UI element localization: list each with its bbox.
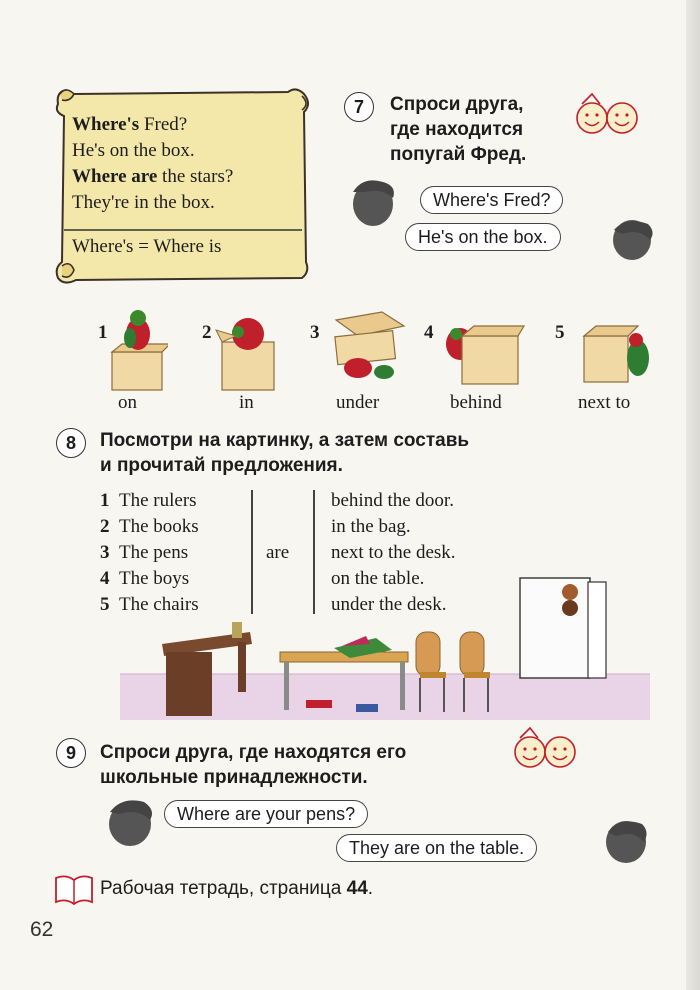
instruction-line: попугай Фред. [390, 144, 527, 165]
exercise-8-instruction [100, 428, 469, 478]
preposition-number: 4 [424, 322, 434, 343]
exercise-7-answer-bubble: He's on the box. [405, 223, 561, 251]
speaker-silhouette-icon [604, 214, 660, 264]
instruction-line: Спроси друга, где находятся его [100, 742, 407, 763]
parrot-under-box-picture [322, 306, 408, 386]
grammar-rule: Where's = Where is [72, 236, 222, 257]
verb-are: are [266, 542, 290, 563]
exercise-7-question-bubble: Where's Fred? [420, 186, 563, 214]
speaker-silhouette-icon [598, 814, 654, 866]
preposition-number: 3 [310, 322, 320, 343]
parrot-on-box-picture [108, 306, 168, 392]
place-row: on the table. [331, 568, 425, 589]
grammar-scroll [52, 82, 314, 288]
pair-work-faces-icon [508, 726, 584, 772]
page-edge [686, 0, 700, 990]
preposition-number: 1 [98, 322, 108, 343]
exercise-7-instruction [390, 92, 526, 167]
preposition-number: 2 [202, 322, 212, 343]
grammar-line-4: They're in the box. [72, 192, 215, 213]
place-row: next to the desk. [331, 542, 456, 563]
classroom-illustration [120, 574, 650, 724]
instruction-line: где находится [390, 119, 524, 140]
exercise-9-answer-bubble: They are on the table. [336, 834, 537, 862]
subject-row: 5 The chairs [100, 594, 199, 615]
workbook-reference: Рабочая тетрадь, страница 44. [100, 878, 374, 899]
preposition-label: behind [450, 392, 502, 413]
preposition-label: next to [578, 392, 631, 413]
grammar-line-1: Where's Fred? [72, 114, 188, 135]
speaker-silhouette-icon [343, 176, 405, 230]
parrot-next-to-box-picture [578, 318, 658, 388]
exercise-7-number: 7 [344, 92, 374, 122]
grammar-line-2: He's on the box. [72, 140, 195, 161]
exercise-9-question-bubble: Where are your pens? [164, 800, 368, 828]
place-row: behind the door. [331, 490, 454, 511]
instruction-line: школьные принадлежности. [100, 767, 368, 788]
exercise-9-number: 9 [56, 738, 86, 768]
subject-row: 1 The rulers [100, 490, 197, 511]
speaker-silhouette-icon [98, 794, 162, 850]
workbook-book-icon [54, 872, 94, 906]
exercise-8-number: 8 [56, 428, 86, 458]
instruction-line: и прочитай предложения. [100, 455, 343, 476]
place-row: under the desk. [331, 594, 447, 615]
preposition-label: under [336, 392, 380, 413]
instruction-line: Спроси друга, [390, 94, 524, 115]
instruction-line: Посмотри на картинку, а затем составь [100, 430, 470, 451]
preposition-label: on [118, 392, 137, 413]
page-number: 62 [30, 918, 54, 941]
parrot-in-box-picture [214, 306, 280, 392]
preposition-label: in [239, 392, 254, 413]
subject-row: 2 The books [100, 516, 199, 537]
subject-row: 3 The pens [100, 542, 189, 563]
place-row: in the bag. [331, 516, 411, 537]
subject-row: 4 The boys [100, 568, 190, 589]
preposition-number: 5 [555, 322, 565, 343]
grammar-line-3: Where are the stars? [72, 166, 234, 187]
pair-work-faces-icon [570, 92, 646, 138]
parrot-behind-box-picture [440, 310, 526, 390]
exercise-9-instruction [100, 740, 406, 790]
